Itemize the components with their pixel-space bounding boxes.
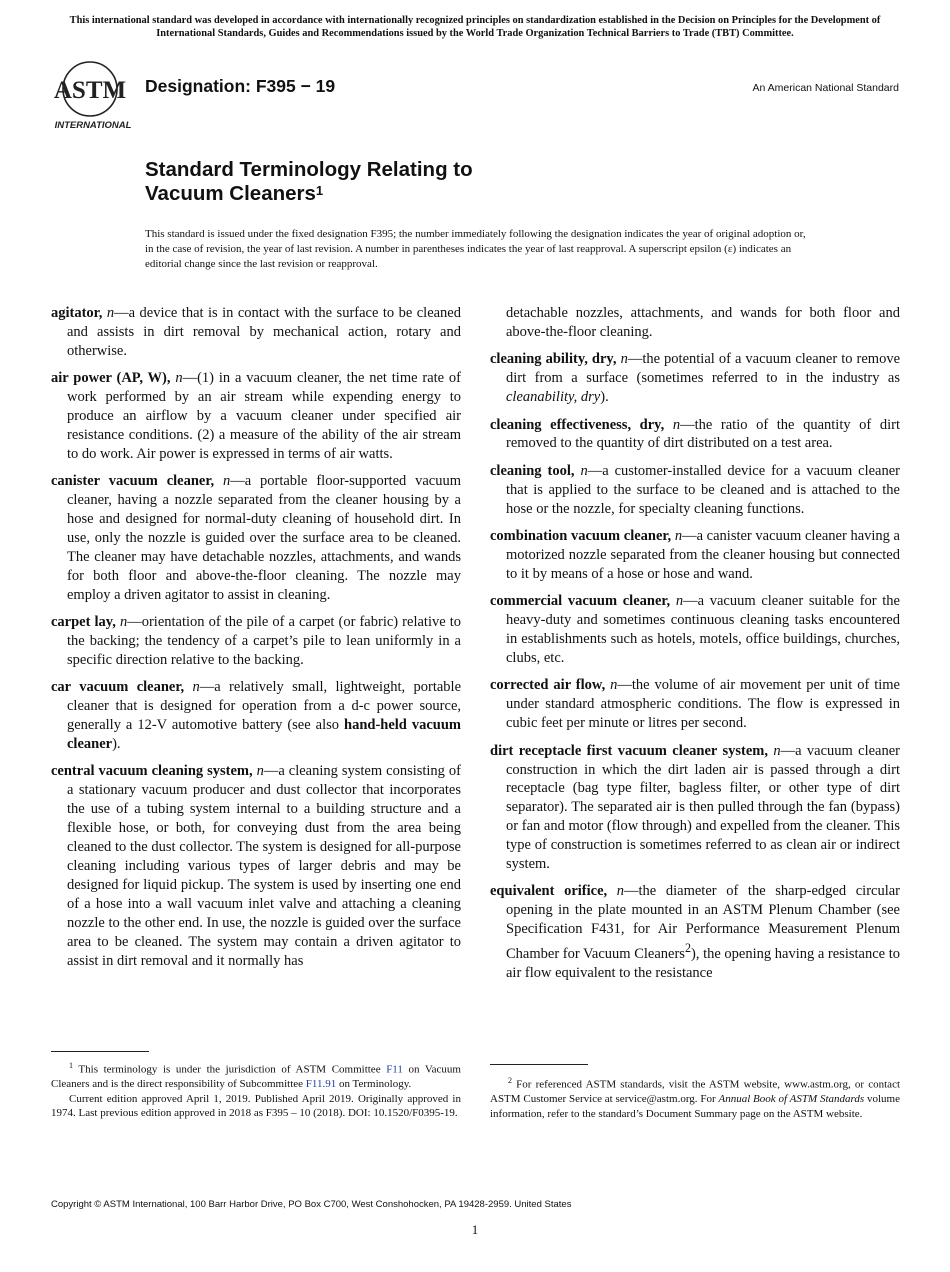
- term: combination vacuum cleaner,: [490, 528, 672, 545]
- left-column: [51, 304, 461, 979]
- definition-entry: cleaning ability, dry, n—the potential of a vacuum cleaner to remove dirt from a surface (sometimes referred to in the industry as cleanability, dry).: [490, 351, 901, 406]
- title-line-1: Standard Terminology Relating to: [145, 158, 473, 181]
- subcommittee-link[interactable]: F11.91: [305, 1078, 337, 1091]
- definition-entry: corrected air flow, n—the volume of air movement per unit of time under standard atmospheric conditions. The flow is expressed in cubic feet per minute or litres per second.: [490, 677, 900, 732]
- term: cleaning effectiveness, dry,: [490, 416, 665, 433]
- footnote-mark: 1: [69, 1061, 73, 1070]
- footnote-1: $^1$ This terminology is under the jurisdiction of ASTM Committee F11 on Vacuum Cleaners and is the direct responsibility of Subcommittee F11.91 on Terminology. Current edition approved April 1, 2019. Published April 2019. Originally approved in 1974. Last previous edition approved in 2018 as F395 – 10 (2018). DOI: 10.1520/F0395-19.: [51, 1061, 461, 1120]
- definition-entry: cleaning effectiveness, dry, n—the ratio of the quantity of dirt removed to the quantity of dirt distributed on a test area.: [490, 416, 900, 452]
- definition-entry: agitator, n—a device that is in contact with the surface to be cleaned and assists in dirt removal by mechanical action, rotary and otherwise.: [51, 305, 461, 359]
- term: carpet lay,: [51, 614, 116, 631]
- intro-paragraph: This standard is issued under the fixed designation F395; the number immediately following the designation indicates the year of original adoption or, in the case of revision, the year of last revision. A number in parentheses indicates the year of last reapproval. A superscript epsilon (ε) indicates an editorial change since the last revision or reapproval.: [145, 228, 806, 270]
- copyright: Copyright © ASTM International, 100 Barr Harbor Drive, PO Box C700, West Conshohocken, PA 19428-2959. United States: [51, 1199, 572, 1210]
- term: dirt receptacle first vacuum cleaner system,: [490, 742, 768, 759]
- term: corrected air flow,: [490, 677, 606, 694]
- definition-entry: dirt receptacle first vacuum cleaner system, n—a vacuum cleaner construction in which the dirt laden air is passed through a dirt receptacle (bag type filter, bagless filter, or other type of dirt separator). The separated air is then pulled through the fan (bypass) or fan and motor (flow through) and expelled from the cleaner. This type of construction is sometimes referred to as clean air or indirect system.: [490, 742, 900, 873]
- footnote-rule-left: [51, 1051, 149, 1052]
- definition-entry: central vacuum cleaning system, n—a cleaning system consisting of a stationary vacuum producer and dust collector that incorporates the use of a tubing system internal to a building structure and a flexible hose, or both, for conveying dust from the area being cleaned to the dust collector. The system is designed for all-purpose cleaning including various types of larger debris and may be designed for liquid pickup. The system is used by inserting one end of a hose into a wall vacuum inlet valve and attaching a cleaning nozzle to the other end. In use, the nozzle is guided over the surface area to be cleaned. The system may contain a driven agitator to assist in dirt removal and it normally has: [51, 763, 461, 969]
- term: equivalent orifice,: [490, 883, 608, 900]
- footnote-rule-right: [490, 1064, 588, 1065]
- astm-logo-text: ASTM: [53, 77, 127, 104]
- definition-entry: canister vacuum cleaner, n—a portable floor-supported vacuum cleaner, having a nozzle separated from the cleaner housing by a hose and designed for normal-duty cleaning of household dirt. In use, only the nozzle is guided over the surface area to be cleaned. The cleaner may have detachable nozzles, attachments, and wands for both floor and above-the-floor cleaning. The nozzle may employ a driven agitator to assist in cleaning.: [51, 473, 462, 603]
- designation: Designation: F395 − 19: [145, 76, 336, 96]
- term: cleaning tool,: [490, 462, 575, 479]
- term: commercial vacuum cleaner,: [490, 593, 671, 610]
- definition-entry: cleaning tool, n—a customer-installed device for a vacuum cleaner that is applied to the surface to be cleaned and is attached to the hose or the nozzle, for specialty cleaning functions.: [490, 462, 901, 517]
- definition-entry: equivalent orifice, n—the diameter of the sharp-edged circular opening in the plate mounted in an ASTM Plenum Chamber (see Specification F431, for Air Performance Measurement Plenum Chamber for Vacuum Cleaners$^2$), the opening having a resistance to air flow equivalent to the resistance: [490, 883, 901, 981]
- page-number: 1: [471, 1222, 479, 1237]
- committee-link[interactable]: F11: [386, 1063, 403, 1076]
- definition-continuation: detachable nozzles, attachments, and wands for both floor and above-the-floor cleaning.: [506, 305, 900, 340]
- term: canister vacuum cleaner,: [51, 473, 215, 490]
- cross-reference: hand-held vacuum cleaner: [67, 717, 461, 753]
- footnote-2: $^2$ For referenced ASTM standards, visit the ASTM website, www.astm.org, or contact ASTM Customer Service at service@astm.org. For Annual Book of ASTM Standards volume information, refer to the standard’s Document Summary page on the ASTM website.: [490, 1076, 901, 1120]
- astm-logo: [52, 58, 134, 132]
- tbt-notice: This international standard was developed in accordance with internationally recognized principles on standardization established in the Decision on Principles for the Development of International Standards, Guides and Recommendations issued by the World Trade Organization Technical Barriers to Trade (TBT) Committee.: [69, 15, 881, 39]
- title-line-2: Vacuum Cleaners: [145, 182, 316, 205]
- american-national-standard: An American National Standard: [752, 82, 899, 94]
- footnote-1-edition: Current edition approved April 1, 2019. Published April 2019. Originally approved in 1974. Last previous edition approved in 2018 as F395 – 10 (2018). DOI: 10.1520/F0395-19.: [51, 1092, 461, 1120]
- page-title: [145, 158, 473, 206]
- term: agitator,: [51, 305, 103, 321]
- definition-entry: combination vacuum cleaner, n—a canister vacuum cleaner having a motorized nozzle separated from the cleaner housing but connected to it by means of a hose or hose and wand.: [490, 528, 900, 582]
- definition-entry: air power (AP, W), n—(1) in a vacuum cleaner, the net time rate of work performed by an air stream while expending energy to produce an airflow by a vacuum cleaner under specified air resistance conditions. (2) a measure of the ability of the air stream to do work. Air power is expressed in terms of air watts.: [51, 370, 462, 462]
- term: cleaning ability, dry,: [490, 351, 617, 368]
- term: central vacuum cleaning system,: [51, 763, 253, 780]
- right-column: [490, 304, 900, 991]
- definition-entry: commercial vacuum cleaner, n—a vacuum cleaner suitable for the heavy-duty and sometimes continuous cleaning tasks encountered in establishments such as hotels, motels, office buildings, churches, clubs, etc.: [490, 593, 900, 666]
- footnote-mark: 2: [508, 1076, 512, 1085]
- definition-entry: carpet lay, n—orientation of the pile of a carpet (or fabric) relative to the backing; the tendency of a carpet’s pile to lean uniformly in a specific direction relative to the backing.: [51, 614, 462, 668]
- definition-entry: car vacuum cleaner, n—a relatively small, lightweight, portable cleaner that is designed for operation from a d-c power source, generally a 12-V automotive battery (see also hand-held vacuum cleaner).: [51, 679, 462, 753]
- astm-logo-subtext: INTERNATIONAL: [54, 120, 132, 131]
- term: air power (AP, W),: [51, 370, 171, 387]
- title-footnote-mark: 1: [315, 183, 324, 198]
- term: car vacuum cleaner,: [51, 679, 185, 696]
